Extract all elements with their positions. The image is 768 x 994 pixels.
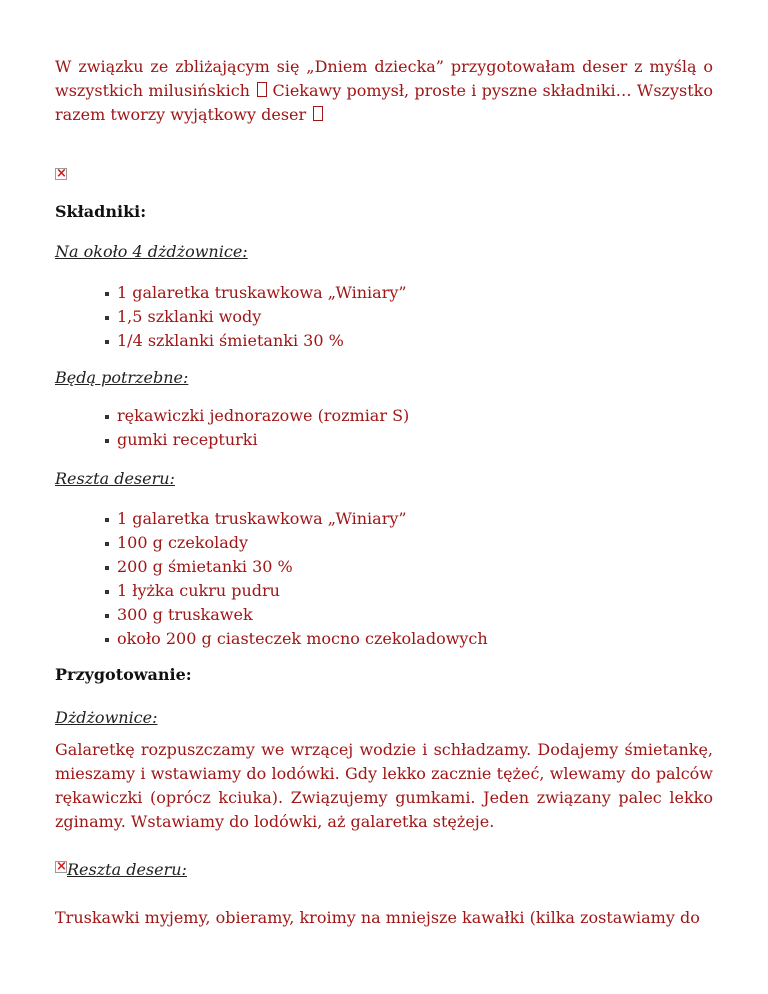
intro-text-part1: W związku ze zbliżającym się „Dniem dziecka” przygotowałam deser z myślą o wszystkich milusińskich (55, 57, 713, 100)
rest-preparation-text: Truskawki myjemy, obieramy, kroimy na mniejsze kawałki (kilka zostawiamy do (55, 908, 700, 927)
missing-emoji-icon (257, 82, 267, 97)
rest-ingredients-list (55, 507, 713, 651)
worms-preparation-text: Galaretkę rozpuszczamy we wrzącej wodzie i schładzamy. Dodajemy śmietankę, mieszamy i wstawiamy do lodówki. Gdy lekko zacznie tężeć, wlewamy do palców rękawiczki (oprócz kciuka). Związujemy gumkami. Jeden związany palec lekko zginamy. Wstawiamy do lodówki, aż galaretka stężeje. (55, 740, 713, 831)
list-item: 100 g czekolady (55, 531, 713, 555)
preparation-heading: Przygotowanie: (55, 665, 192, 684)
rest-ingredients-label: Reszta deseru: (55, 469, 175, 488)
list-item: 1 łyżka cukru pudru (55, 579, 713, 603)
missing-emoji-icon (313, 106, 323, 121)
list-item: 1,5 szklanki wody (55, 305, 713, 329)
list-item: 300 g truskawek (55, 603, 713, 627)
list-item: gumki recepturki (55, 428, 713, 452)
rest-preparation-label: Reszta deseru: (67, 860, 187, 879)
list-item: około 200 g ciasteczek mocno czekoladowych (55, 627, 713, 651)
worms-ingredients-list (55, 281, 713, 353)
needed-items-list (55, 404, 713, 452)
list-item: 1 galaretka truskawkowa „Winiary” (55, 507, 713, 531)
ingredients-heading: Składniki: (55, 202, 147, 221)
worms-preparation-label: Dżdżownice: (55, 708, 158, 727)
broken-image-icon (55, 168, 67, 180)
list-item: 1 galaretka truskawkowa „Winiary” (55, 281, 713, 305)
broken-image-1 (55, 163, 713, 177)
list-item: 200 g śmietanki 30 % (55, 555, 713, 579)
list-item: rękawiczki jednorazowe (rozmiar S) (55, 404, 713, 428)
broken-image-icon (55, 861, 67, 873)
list-item: 1/4 szklanki śmietanki 30 % (55, 329, 713, 353)
intro-paragraph (55, 55, 713, 127)
rest-preparation-label-row (55, 858, 713, 882)
intro-text-part2: Ciekawy pomysł, proste i pyszne składniki… Wszystko razem tworzy wyjątkowy deser (55, 81, 713, 124)
worms-ingredients-label: Na około 4 dżdżownice: (55, 242, 248, 261)
needed-items-label: Będą potrzebne: (55, 368, 189, 387)
